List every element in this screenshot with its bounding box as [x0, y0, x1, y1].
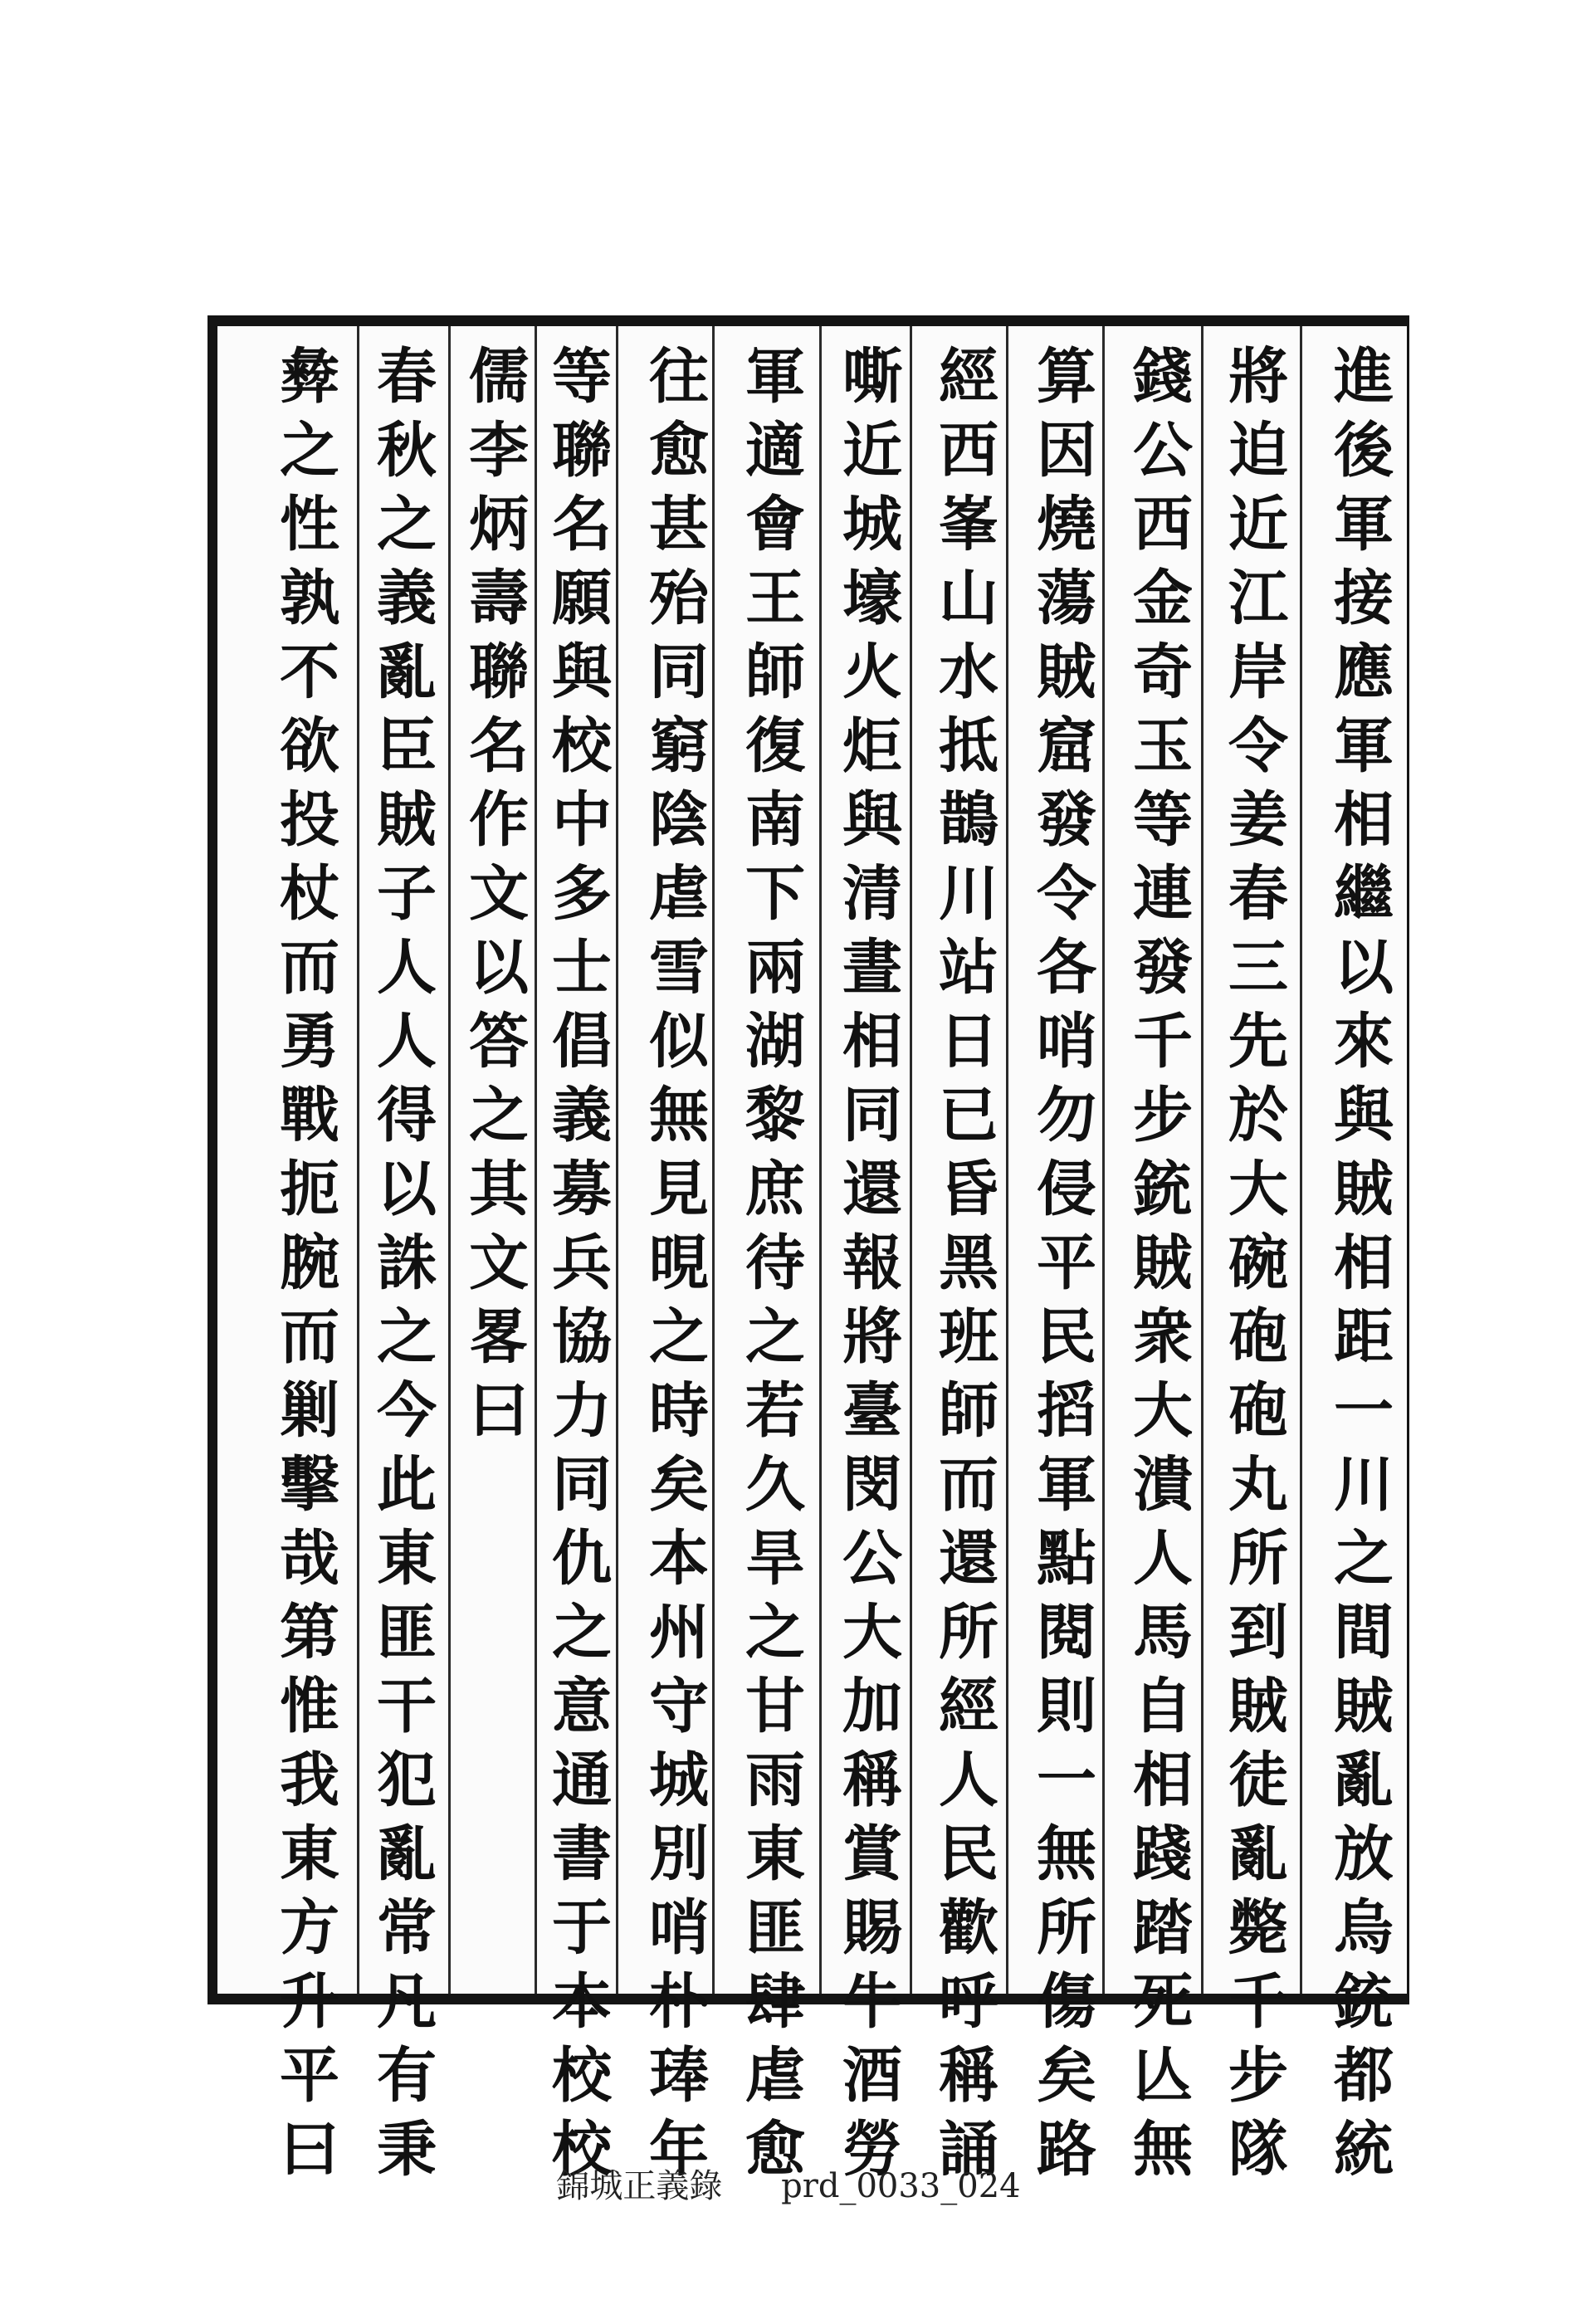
- text-column-12: [263, 344, 346, 2191]
- column-text: 儒李炳壽聯名作文以答之其文畧曰: [459, 344, 530, 1452]
- text-column-11: [360, 344, 443, 2191]
- column-text: 嘶近城壕火炬與清晝相同還報將臺閔公大加稱賞賜牛酒勞: [832, 344, 903, 2191]
- text-column-3: [1116, 344, 1199, 2191]
- column-rule: [1201, 326, 1204, 1994]
- column-rule: [448, 326, 451, 1994]
- column-rule: [1300, 326, 1302, 1994]
- page-footer: [0, 2160, 1577, 2207]
- column-text: 進後軍接應軍相繼以來與賊相距一川之間賊亂放烏銃都統: [1324, 344, 1394, 2191]
- column-text: 彜之性孰不欲投杖而勇戰扼腕而剿擊哉第惟我東方升平曰: [270, 344, 340, 2191]
- column-text: 春秋之義亂臣賊子人人得以誅之今此東匪干犯亂常凡有秉: [367, 344, 437, 2191]
- text-column-6: [826, 344, 909, 2191]
- text-column-9: [535, 344, 618, 2191]
- column-text: 經西峯山水抵鵲川站日已昏黑班師而還所經人民歡呼稱誦: [929, 344, 999, 2191]
- text-column-8: [632, 344, 715, 2191]
- footer-code: prd_0033_024: [781, 2167, 1021, 2205]
- column-text: 將迫近江岸令姜春三先於大碗砲砲丸所到賊徒亂斃千步隊: [1218, 344, 1289, 2191]
- text-column-5: [922, 344, 1005, 2191]
- text-column-1: [1317, 344, 1400, 2191]
- column-text: 往愈甚殆同窮陰虐雪似無見晛之時矣本州守城別哨朴琫年: [639, 344, 710, 2191]
- column-rule: [910, 326, 912, 1994]
- column-text: 軍適會王師復南下兩湖黎庶待之若久旱之甘雨東匪肆虐愈: [735, 344, 806, 2191]
- text-column-2: [1212, 344, 1295, 2191]
- footer-title: 錦城正義錄: [556, 2167, 723, 2205]
- text-column-7: [729, 344, 812, 2191]
- text-column-10: [452, 344, 535, 1996]
- column-rule: [357, 326, 359, 1994]
- column-rule: [1006, 326, 1008, 1994]
- text-column-4: [1020, 344, 1103, 2191]
- column-text: 錢公西金奇玉等連發千步銃賊衆大潰人馬自相踐踏死亾無: [1123, 344, 1194, 2191]
- column-rule: [819, 326, 822, 1994]
- column-text: 算因燒蕩賊窟發令各哨勿侵平民搯軍點閱則一無所傷矣路: [1027, 344, 1097, 2191]
- column-text: 等聯名願與校中多士倡義募兵協力同仇之意通書于本校校: [542, 344, 613, 2191]
